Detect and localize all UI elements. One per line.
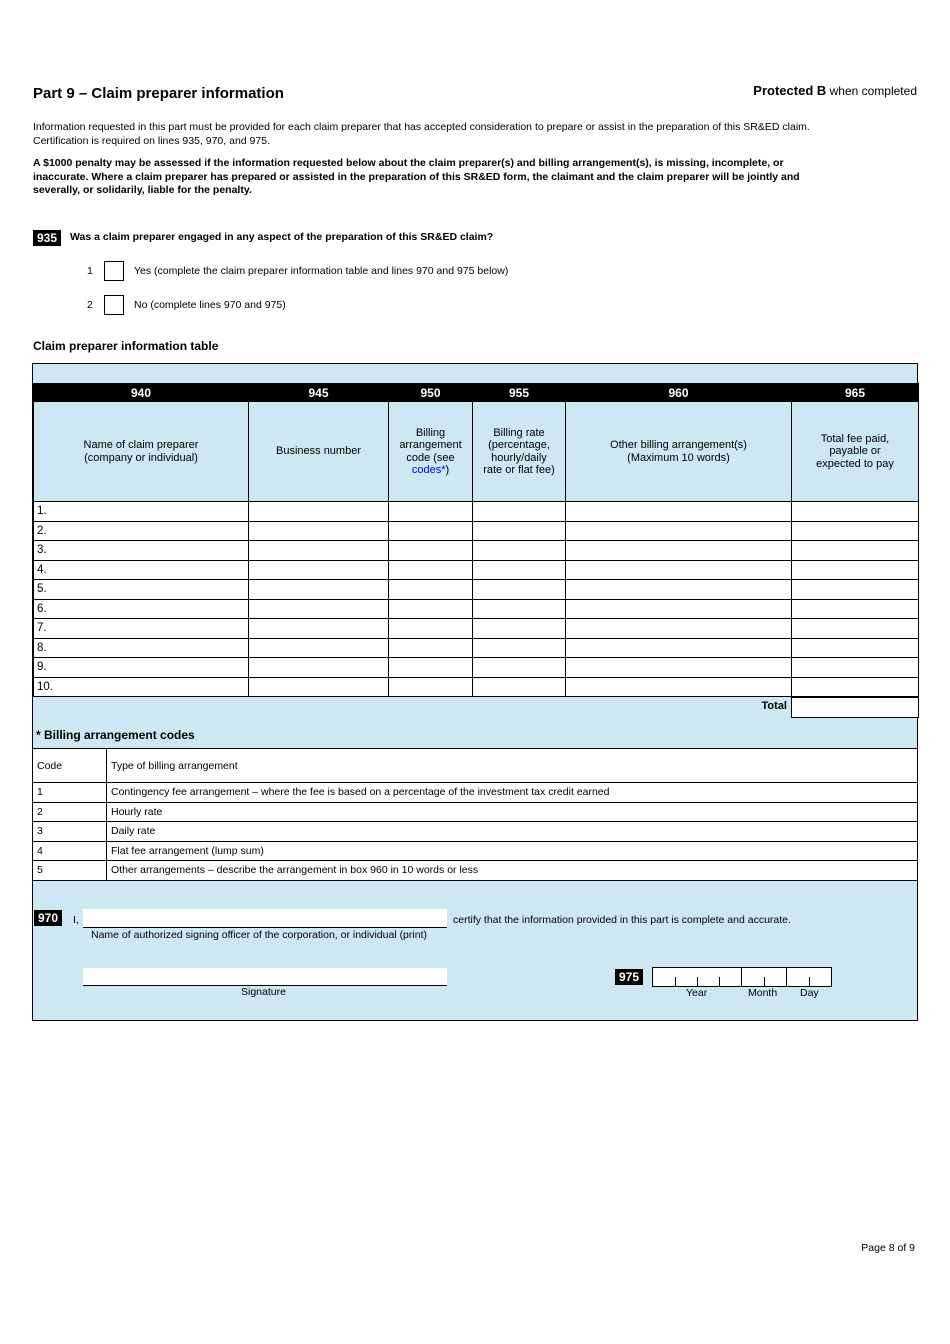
codes-title: * Billing arrangement codes xyxy=(36,728,195,742)
billing-code-cell[interactable] xyxy=(389,541,473,561)
day-caption: Day xyxy=(800,987,819,999)
code-value: 4 xyxy=(33,841,107,861)
other-billing-cell[interactable] xyxy=(566,541,792,561)
business-number-cell[interactable] xyxy=(249,541,389,561)
row-number: 2. xyxy=(34,521,249,541)
officer-name-caption: Name of authorized signing officer of the corporation, or individual (print) xyxy=(91,929,427,941)
business-number-cell[interactable] xyxy=(249,560,389,580)
col-945-line: 945 xyxy=(249,384,389,402)
table-row xyxy=(34,560,919,580)
total-fee-cell[interactable] xyxy=(792,541,919,561)
total-fee-cell[interactable] xyxy=(792,560,919,580)
codes-header-type: Type of billing arrangement xyxy=(107,749,918,783)
row-number: 9. xyxy=(34,658,249,678)
code-row xyxy=(33,783,918,803)
billing-code-cell[interactable] xyxy=(389,658,473,678)
code-value: 1 xyxy=(33,783,107,803)
table-title: Claim preparer information table xyxy=(33,339,219,353)
other-billing-cell[interactable] xyxy=(566,599,792,619)
no-label: No (complete lines 970 and 975) xyxy=(134,299,286,311)
code-type: Hourly rate xyxy=(107,802,918,822)
date-input[interactable] xyxy=(652,967,832,987)
business-number-cell[interactable] xyxy=(249,580,389,600)
total-label: Total xyxy=(761,700,787,712)
table-row xyxy=(34,658,919,678)
code-row xyxy=(33,802,918,822)
billing-code-cell[interactable] xyxy=(389,619,473,639)
code-value: 3 xyxy=(33,822,107,842)
col-955-line: 955 xyxy=(473,384,566,402)
billing-code-cell[interactable] xyxy=(389,502,473,522)
col-965-line: 965 xyxy=(792,384,919,402)
code-type: Flat fee arrangement (lump sum) xyxy=(107,841,918,861)
claim-preparer-panel xyxy=(32,363,918,1021)
code-type: Contingency fee arrangement – where the fee is based on a percentage of the investment tax credit earned xyxy=(107,783,918,803)
certify-text: certify that the information provided in this part is complete and accurate. xyxy=(453,914,791,926)
billing-rate-cell[interactable] xyxy=(473,502,566,522)
signature-input[interactable] xyxy=(83,968,447,986)
col-940-line: 940 xyxy=(34,384,249,402)
billing-codes-table xyxy=(32,748,918,881)
code-row xyxy=(33,861,918,881)
table-row xyxy=(34,677,919,697)
table-row xyxy=(34,502,919,522)
col-950-line: 950 xyxy=(389,384,473,402)
col-950-header: Billing arrangement code (see codes*) xyxy=(389,402,473,502)
business-number-cell[interactable] xyxy=(249,619,389,639)
billing-rate-cell[interactable] xyxy=(473,677,566,697)
billing-rate-cell[interactable] xyxy=(473,658,566,678)
row-number: 3. xyxy=(34,541,249,561)
billing-rate-cell[interactable] xyxy=(473,638,566,658)
page-number: Page 8 of 9 xyxy=(861,1242,915,1254)
claim-preparer-table xyxy=(33,383,919,697)
other-billing-cell[interactable] xyxy=(566,638,792,658)
option-number: 1 xyxy=(87,265,93,277)
line-975-box: 975 xyxy=(615,968,643,986)
billing-code-cell[interactable] xyxy=(389,580,473,600)
question-935: Was a claim preparer engaged in any aspect of the preparation of this SR&ED claim? xyxy=(70,231,494,243)
total-fee-cell[interactable] xyxy=(792,521,919,541)
code-type: Daily rate xyxy=(107,822,918,842)
business-number-cell[interactable] xyxy=(249,677,389,697)
total-fee-cell[interactable] xyxy=(792,502,919,522)
line-970-box: 970 xyxy=(34,909,62,927)
col-965-header: Total fee paid, payable or expected to pay xyxy=(792,402,919,502)
billing-rate-cell[interactable] xyxy=(473,560,566,580)
billing-code-cell[interactable] xyxy=(389,521,473,541)
i-label: I, xyxy=(73,914,79,926)
total-input[interactable] xyxy=(791,697,919,718)
option-number: 2 xyxy=(87,299,93,311)
intro-text: Information requested in this part must be provided for each claim preparer that has accepted consideration to prepare or assist in the preparation of this SR&ED claim. Certification is required on lines 935, 970, and 975. xyxy=(33,121,810,147)
col-960-header: Other billing arrangement(s) (Maximum 10 words) xyxy=(566,402,792,502)
col-940-header: Name of claim preparer (company or individual) xyxy=(34,402,249,502)
business-number-cell[interactable] xyxy=(249,658,389,678)
billing-code-cell[interactable] xyxy=(389,599,473,619)
codes-link[interactable]: codes* xyxy=(411,464,446,476)
total-fee-cell[interactable] xyxy=(792,677,919,697)
row-number: 6. xyxy=(34,599,249,619)
business-number-cell[interactable] xyxy=(249,599,389,619)
other-billing-cell[interactable] xyxy=(566,658,792,678)
col-955-header: Billing rate (percentage, hourly/daily rate or flat fee) xyxy=(473,402,566,502)
other-billing-cell[interactable] xyxy=(566,580,792,600)
total-fee-cell[interactable] xyxy=(792,619,919,639)
billing-rate-cell[interactable] xyxy=(473,599,566,619)
yes-checkbox[interactable] xyxy=(104,261,124,281)
total-fee-cell[interactable] xyxy=(792,638,919,658)
billing-code-cell[interactable] xyxy=(389,560,473,580)
total-fee-cell[interactable] xyxy=(792,599,919,619)
business-number-cell[interactable] xyxy=(249,502,389,522)
row-number: 5. xyxy=(34,580,249,600)
protected-label: Protected B when completed xyxy=(753,83,917,98)
table-row xyxy=(34,619,919,639)
code-row xyxy=(33,841,918,861)
signature-caption: Signature xyxy=(241,986,286,998)
table-row xyxy=(34,599,919,619)
billing-rate-cell[interactable] xyxy=(473,521,566,541)
codes-header-row xyxy=(33,749,918,783)
row-number: 8. xyxy=(34,638,249,658)
penalty-notice: A $1000 penalty may be assessed if the information requested below about the claim preparer(s) and billing arrangement(s), is missing, incomplete, or inaccurate. Where a claim preparer has prepared or assisted in the preparation of this SR&ED form, the claimant and the claim preparer will be jointly and severally, or solidarily, liable for the penalty. xyxy=(33,157,800,196)
total-fee-cell[interactable] xyxy=(792,658,919,678)
billing-code-cell[interactable] xyxy=(389,638,473,658)
table-row xyxy=(34,580,919,600)
billing-code-cell[interactable] xyxy=(389,677,473,697)
line-935-box: 935 xyxy=(33,229,61,247)
other-billing-cell[interactable] xyxy=(566,502,792,522)
billing-rate-cell[interactable] xyxy=(473,619,566,639)
table-column-headers xyxy=(34,402,919,502)
other-billing-cell[interactable] xyxy=(566,619,792,639)
billing-rate-cell[interactable] xyxy=(473,580,566,600)
col-945-header: Business number xyxy=(249,402,389,502)
billing-rate-cell[interactable] xyxy=(473,541,566,561)
other-billing-cell[interactable] xyxy=(566,521,792,541)
table-row xyxy=(34,521,919,541)
year-caption: Year xyxy=(686,987,708,999)
row-number: 10. xyxy=(34,677,249,697)
table-row xyxy=(34,541,919,561)
row-number: 1. xyxy=(34,502,249,522)
row-number: 4. xyxy=(34,560,249,580)
codes-header-code: Code xyxy=(33,749,107,783)
total-fee-cell[interactable] xyxy=(792,580,919,600)
other-billing-cell[interactable] xyxy=(566,677,792,697)
month-caption: Month xyxy=(748,987,778,999)
other-billing-cell[interactable] xyxy=(566,560,792,580)
code-type: Other arrangements – describe the arrangement in box 960 in 10 words or less xyxy=(107,861,918,881)
col-960-line: 960 xyxy=(566,384,792,402)
row-number: 7. xyxy=(34,619,249,639)
no-checkbox[interactable] xyxy=(104,295,124,315)
business-number-cell[interactable] xyxy=(249,638,389,658)
part-title: Part 9 – Claim preparer information xyxy=(33,85,284,102)
code-value: 2 xyxy=(33,802,107,822)
officer-name-input[interactable] xyxy=(83,909,447,928)
table-line-numbers xyxy=(34,384,919,402)
code-row xyxy=(33,822,918,842)
yes-label: Yes (complete the claim preparer information table and lines 970 and 975 below) xyxy=(134,265,509,277)
code-value: 5 xyxy=(33,861,107,881)
table-row xyxy=(34,638,919,658)
business-number-cell[interactable] xyxy=(249,521,389,541)
